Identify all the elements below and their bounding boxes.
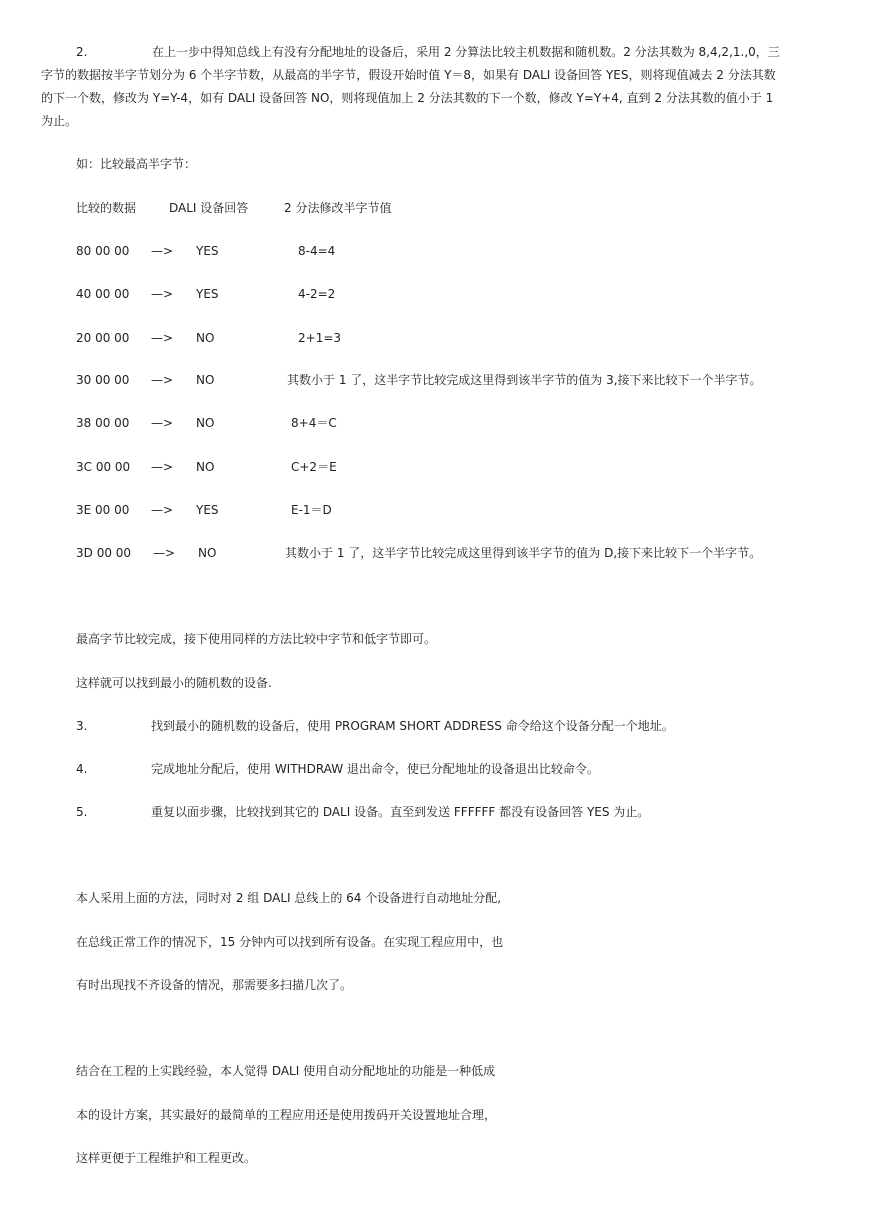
header-value: 2 分法修改半字节值 — [284, 201, 392, 215]
row-arrow: —> — [151, 503, 174, 517]
row-answer: NO — [196, 331, 215, 345]
row-answer: NO — [196, 416, 215, 430]
row-value: C+2＝E — [291, 460, 337, 474]
conclusion-line-1: 结合在工程的上实践经验，本人觉得 DALI 使用自动分配地址的功能是一种低成 — [76, 1064, 496, 1078]
row-value: E-1＝D — [291, 503, 332, 517]
step-4-number: 4. — [76, 762, 88, 776]
row-data: 38 00 00 — [76, 416, 130, 430]
step-3-number: 3. — [76, 719, 88, 733]
conclusion-line-2: 本的设计方案，其实最好的最简单的工程应用还是使用拨码开关设置地址合理， — [76, 1108, 497, 1122]
row-data: 20 00 00 — [76, 331, 130, 345]
step-5-number: 5. — [76, 805, 88, 819]
row-value: 8+4＝C — [291, 416, 337, 430]
step-3-text: 找到最小的随机数的设备后，使用 PROGRAM SHORT ADDRESS 命令给这个设备分配一个地址。 — [151, 719, 674, 733]
step-2-line-3: 的下一个数，修改为 Y=Y-4，如有 DALI 设备回答 NO，则将现值加上 2 分法其数的下一个数，修改 Y=Y+4, 直到 2 分法其数的值小于 1 — [41, 91, 774, 105]
header-answer: DALI 设备回答 — [169, 201, 249, 215]
row-value: 2+1=3 — [298, 331, 342, 345]
step-5-text: 重复以面步骤，比较找到其它的 DALI 设备。直至到发送 FFFFFF 都没有设备回答 YES 为止。 — [151, 805, 650, 819]
row-value: 4-2=2 — [298, 287, 336, 301]
example-intro: 如：比较最高半字节： — [76, 157, 197, 171]
row-arrow: —> — [151, 331, 174, 345]
row-arrow: —> — [151, 460, 174, 474]
step-2-line-1: 在上一步中得知总线上有没有分配地址的设备后，采用 2 分算法比较主机数据和随机数。2 分法其数为 8,4,2,1.,0，三 — [152, 45, 780, 59]
step-2-line-2: 字节的数据按半字节划分为 6 个半字节数，从最高的半字节，假设开始时值 Y＝8，如果有 DALI 设备回答 YES，则将现值减去 2 分法其数 — [41, 68, 776, 82]
row-data: 3E 00 00 — [76, 503, 130, 517]
row-answer: NO — [198, 546, 217, 560]
row-value: 8-4=4 — [298, 244, 336, 258]
row-data: 80 00 00 — [76, 244, 130, 258]
experience-line-3: 有时出现找不齐设备的情况，那需要多扫描几次了。 — [76, 978, 353, 992]
row-data: 3D 00 00 — [76, 546, 132, 560]
row-data: 3C 00 00 — [76, 460, 131, 474]
experience-line-2: 在总线正常工作的情况下，15 分钟内可以找到所有设备。在实现工程应用中，也 — [76, 935, 504, 949]
row-answer: NO — [196, 373, 215, 387]
row-data: 30 00 00 — [76, 373, 130, 387]
row-arrow: —> — [151, 373, 174, 387]
step-2-number: 2. — [76, 45, 88, 59]
row-data: 40 00 00 — [76, 287, 130, 301]
row-arrow: —> — [151, 416, 174, 430]
step-2-line-4: 为止。 — [41, 114, 78, 128]
after-table-line-2: 这样就可以找到最小的随机数的设备. — [76, 676, 272, 690]
row-answer: NO — [196, 460, 215, 474]
row-answer: YES — [196, 287, 219, 301]
experience-line-1: 本人采用上面的方法，同时对 2 组 DALI 总线上的 64 个设备进行自动地址分配, — [76, 891, 502, 905]
row-arrow: —> — [153, 546, 176, 560]
row-arrow: —> — [151, 244, 174, 258]
row-value: 其数小于 1 了，这半字节比较完成这里得到该半字节的值为 D,接下来比较下一个半字节。 — [285, 546, 762, 560]
header-data: 比较的数据 — [76, 201, 137, 215]
after-table-line-1: 最高字节比较完成，接下使用同样的方法比较中字节和低字节即可。 — [76, 632, 437, 646]
row-arrow: —> — [151, 287, 174, 301]
row-answer: YES — [196, 244, 219, 258]
conclusion-line-3: 这样更便于工程维护和工程更改。 — [76, 1151, 257, 1165]
row-value: 其数小于 1 了，这半字节比较完成这里得到该半字节的值为 3,接下来比较下一个半字节。 — [287, 373, 762, 387]
step-4-text: 完成地址分配后，使用 WITHDRAW 退出命令，使已分配地址的设备退出比较命令。 — [151, 762, 599, 776]
row-answer: YES — [196, 503, 219, 517]
